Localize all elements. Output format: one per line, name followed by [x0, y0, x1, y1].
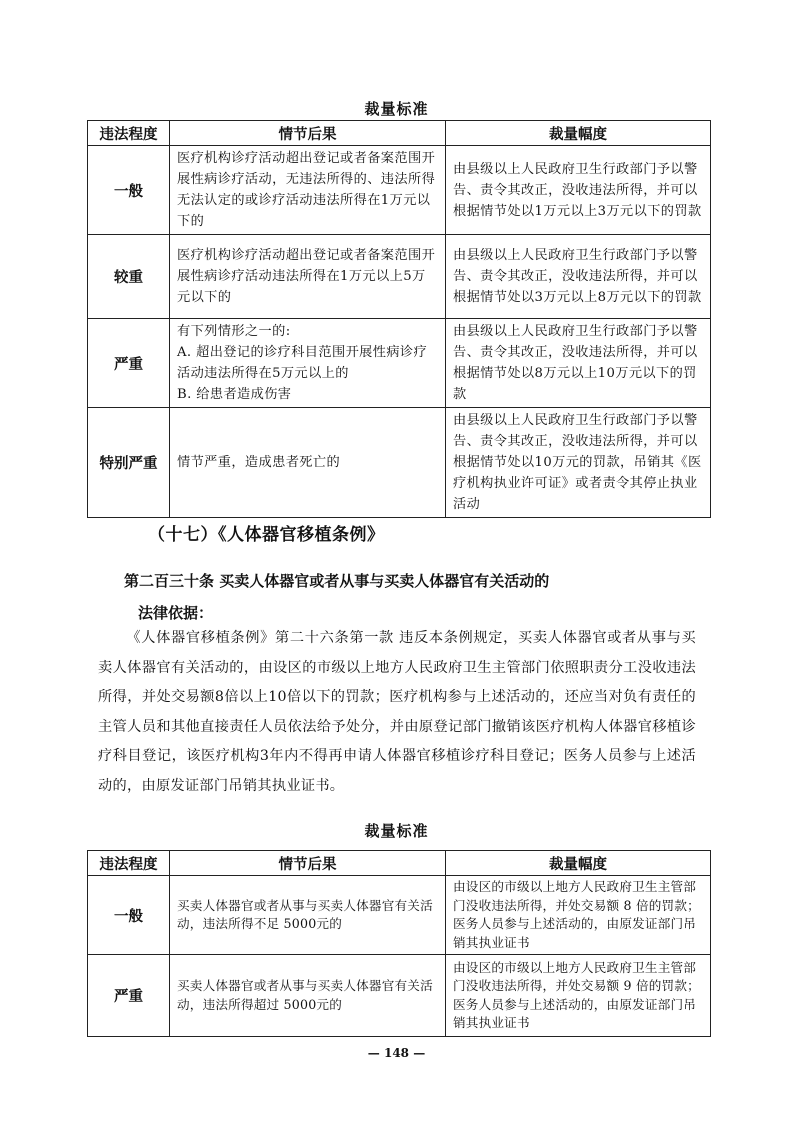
table2-header-row [88, 851, 711, 876]
table1-caption: 裁量标准 [364, 100, 429, 118]
level-cell: 严重 [88, 955, 170, 1037]
circumstance-cell [170, 319, 446, 408]
header-violation-level: 违法程度 [88, 851, 170, 876]
level-cell: 特别严重 [88, 408, 170, 518]
level-cell: 较重 [88, 235, 170, 319]
table1-header-row [88, 121, 711, 146]
penalty-cell: 由县级以上人民政府卫生行政部门予以警告、责令其改正，没收违法所得，并可以根据情节处以10万元的罚款，吊销其《医疗机构执业许可证》或者责令其停止执业活动 [446, 408, 711, 518]
penalty-cell: 由县级以上人民政府卫生行政部门予以警告、责令其改正，没收违法所得，并可以根据情节处以8万元以上10万元以下的罚款 [446, 319, 711, 408]
circumstance-cell: 情节严重，造成患者死亡的 [170, 408, 446, 518]
table-row [88, 235, 711, 319]
header-penalty-range: 裁量幅度 [446, 851, 711, 876]
header-violation-level: 违法程度 [88, 121, 170, 146]
table2-caption: 裁量标准 [364, 822, 429, 840]
penalty-cell: 由县级以上人民政府卫生行政部门予以警告、责令其改正，没收违法所得，并可以根据情节处以1万元以上3万元以下的罚款 [446, 146, 711, 235]
level-cell: 一般 [88, 146, 170, 235]
circumstance-cell: 医疗机构诊疗活动超出登记或者备案范围开展性病诊疗活动，无违法所得的、违法所得无法认定的或诊疗活动违法所得在1万元以下的 [170, 146, 446, 235]
article-title: 第二百三十条 买卖人体器官或者从事与买卖人体器官有关活动的 [124, 572, 550, 590]
table-row [88, 146, 711, 235]
header-penalty-range: 裁量幅度 [446, 121, 711, 146]
circumstance-cell: 买卖人体器官或者从事与买卖人体器官有关活动，违法所得超过 5000元的 [170, 955, 446, 1037]
legal-basis-text: 《人体器官移植条例》第二十六条第一款 违反本条例规定，买卖人体器官或者从事与买卖人体器官有关活动的，由设区的市级以上地方人民政府卫生主管部门依照职责分工没收违法所得，并处交易额8倍以上10倍以下的罚款；医疗机构参与上述活动的，还应当对负有责任的主管人员和其他直接责任人员依法给予处分，并由原登记部门撤销该医疗机构人体器官移植诊疗科目登记，该医疗机构3年内不得再申请人体器官移植诊疗科目登记；医务人员参与上述活动的，由原发证部门吊销其执业证书。 [98, 630, 696, 794]
penalty-cell: 由设区的市级以上地方人民政府卫生主管部门没收违法所得，并处交易额 9 倍的罚款；医务人员参与上述活动的，由原发证部门吊销其执业证书 [446, 955, 711, 1037]
table1-discretion-standard [87, 120, 711, 518]
circumstance-line: A. 超出登记的诊疗科目范围开展性病诊疗活动违法所得在5万元以上的 [177, 345, 428, 381]
header-circumstance: 情节后果 [170, 851, 446, 876]
section-title: （十七）《人体器官移植条例》 [148, 525, 385, 545]
page-number: — 148 — [367, 1046, 426, 1060]
table-row [88, 876, 711, 955]
legal-basis-label: 法律依据： [138, 604, 214, 622]
table-row [88, 319, 711, 408]
table-row [88, 955, 711, 1037]
circumstance-line: 有下列情形之一的: [177, 324, 291, 339]
penalty-cell: 由县级以上人民政府卫生行政部门予以警告、责令其改正，没收违法所得，并可以根据情节处以3万元以上8万元以下的罚款 [446, 235, 711, 319]
circumstance-line: B. 给患者造成伤害 [177, 387, 292, 402]
table2-discretion-standard [87, 850, 711, 1037]
penalty-cell: 由设区的市级以上地方人民政府卫生主管部门没收违法所得，并处交易额 8 倍的罚款；医务人员参与上述活动的，由原发证部门吊销其执业证书 [446, 876, 711, 955]
table-row [88, 408, 711, 518]
circumstance-cell: 医疗机构诊疗活动超出登记或者备案范围开展性病诊疗活动违法所得在1万元以上5万元以下的 [170, 235, 446, 319]
level-cell: 严重 [88, 319, 170, 408]
header-circumstance: 情节后果 [170, 121, 446, 146]
level-cell: 一般 [88, 876, 170, 955]
circumstance-cell: 买卖人体器官或者从事与买卖人体器官有关活动，违法所得不足 5000元的 [170, 876, 446, 955]
